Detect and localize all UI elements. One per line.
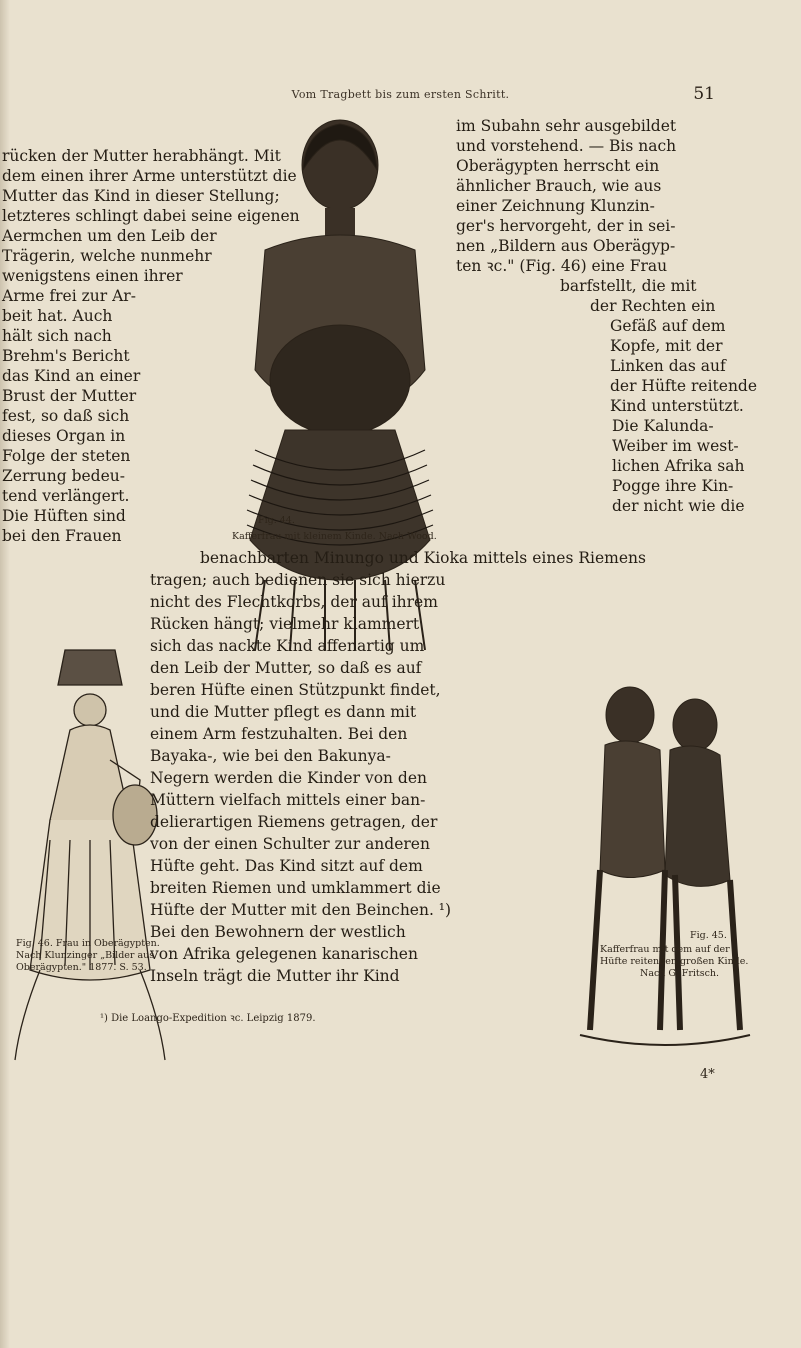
figure-45-illustration [580,670,750,1060]
text-line: Weiber im west- [612,437,739,455]
text-line: Zerrung bedeu- [2,467,125,485]
text-line: nen „Bildern aus Oberägyp- [456,237,676,255]
figure-44-caption: Kafferfrau mit kleinem Kinde. Nach Wood. [232,531,437,542]
text-line: von Afrika gelegenen kanarischen [150,945,418,963]
text-line: im Subahn sehr ausgebildet [456,117,677,135]
text-line: fest, so daß sich [2,407,130,425]
text-line: Die Hüften sind [2,507,126,525]
page-header [0,84,801,110]
text-line: dem einen ihrer Arme unterstützt die [2,167,297,185]
text-line: Brehm's Bericht [2,347,130,365]
text-line: den Leib der Mutter, so daß es auf [150,659,422,677]
text-line: einem Arm festzuhalten. Bei den [150,725,408,743]
text-line: und die Mutter pflegt es dann mit [150,703,417,721]
text-line: Pogge ihre Kin- [612,477,734,495]
text-line: sich das nackte Kind affenartig um [150,637,425,655]
text-line: beit hat. Auch [2,307,113,325]
text-line: Trägerin, welche nunmehr [2,247,212,265]
text-line: Inseln trägt die Mutter ihr Kind [150,967,400,985]
figure-46-caption-line1: Fig. 46. Frau in Oberägypten. [16,938,160,949]
text-line: Oberägypten herrscht ein [456,157,660,175]
figure-46-illustration [10,640,170,1070]
figure-45-label: Fig. 45. [690,930,727,941]
text-line: letzteres schlingt dabei seine eigenen [2,207,300,225]
text-line: Bei den Bewohnern der westlich [150,923,406,941]
text-line: der Hüfte reitende [610,377,758,395]
text-line: Hüfte geht. Das Kind sitzt auf dem [150,857,423,875]
text-line: rücken der Mutter herabhängt. Mit [2,147,281,165]
text-line: benachbarten Minungo und Kioka mittels eines Riemens [200,549,646,567]
figure-45-caption-line3: Nach G. Fritsch. [640,968,720,979]
text-line: Negern werden die Kinder von den [150,769,428,787]
text-line: das Kind an einer [2,367,141,385]
text-line: nicht des Flechtkorbs, der auf ihrem [150,593,438,611]
text-line: ähnlicher Brauch, wie aus [456,177,662,195]
text-line: beren Hüfte einen Stützpunkt findet, [150,681,441,699]
text-line: lichen Afrika sah [612,457,745,475]
footnote: ¹) Die Loango-Expedition ꝛc. Leipzig 1879. [100,1013,316,1024]
text-line: Kopfe, mit der [610,337,723,355]
page-number: 51 [693,84,715,104]
text-line: Folge der steten [2,447,131,465]
text-line: Gefäß auf dem [610,317,726,335]
text-line: Mutter das Kind in dieser Stellung; [2,187,280,205]
text-line: und vorstehend. — Bis nach [456,137,677,155]
text-line: Aermchen um den Leib der [2,227,217,245]
text-line: von der einen Schulter zur anderen [150,835,430,853]
text-line: barfstellt, die mit [560,277,697,295]
signature-mark: 4* [700,1067,715,1082]
text-line: tragen; auch bedienen sie sich hierzu [150,571,446,589]
text-line: delierartigen Riemens getragen, der [150,813,438,831]
text-line: Bayaka-, wie bei den Bakunya- [150,747,391,765]
text-line: bei den Frauen [2,527,122,545]
figure-45-caption-line2: Hüfte reitenden großen Kinde. [600,956,749,967]
figure-46-caption-line2: Nach Klunzinger „Bilder aus [16,950,155,961]
figure-44-label: Fig. 44. [258,515,295,526]
text-line: Hüfte der Mutter mit den Beinchen. ¹) [150,901,452,919]
text-line: Arme frei zur Ar- [2,287,136,305]
figure-46-caption-line3: Oberägypten." 1877. S. 53. [16,962,147,973]
text-line: wenigstens einen ihrer [2,267,183,285]
text-line: Rücken hängt; vielmehr klammert [150,615,420,633]
running-head: Vom Tragbett bis zum ersten Schritt. [291,88,510,101]
text-line: Müttern vielfach mittels einer ban- [150,791,426,809]
text-line: breiten Riemen und umklammert die [150,879,441,897]
text-line: Kind unterstützt. [610,397,744,415]
text-line: ger's hervorgeht, der in sei- [456,217,676,235]
text-line: Brust der Mutter [2,387,137,405]
text-line: der Rechten ein [590,297,716,315]
text-line: der nicht wie die [612,497,745,515]
text-line: ten ꝛc." (Fig. 46) eine Frau [456,257,668,275]
text-line: einer Zeichnung Klunzin- [456,197,655,215]
text-line: Linken das auf [610,357,726,375]
text-line: hält sich nach [2,327,112,345]
figure-45-caption-line1: Kafferfrau mit dem auf der [600,944,730,955]
text-line: tend verlängert. [2,487,130,505]
text-line: dieses Organ in [2,427,126,445]
text-line: Die Kalunda- [612,417,714,435]
